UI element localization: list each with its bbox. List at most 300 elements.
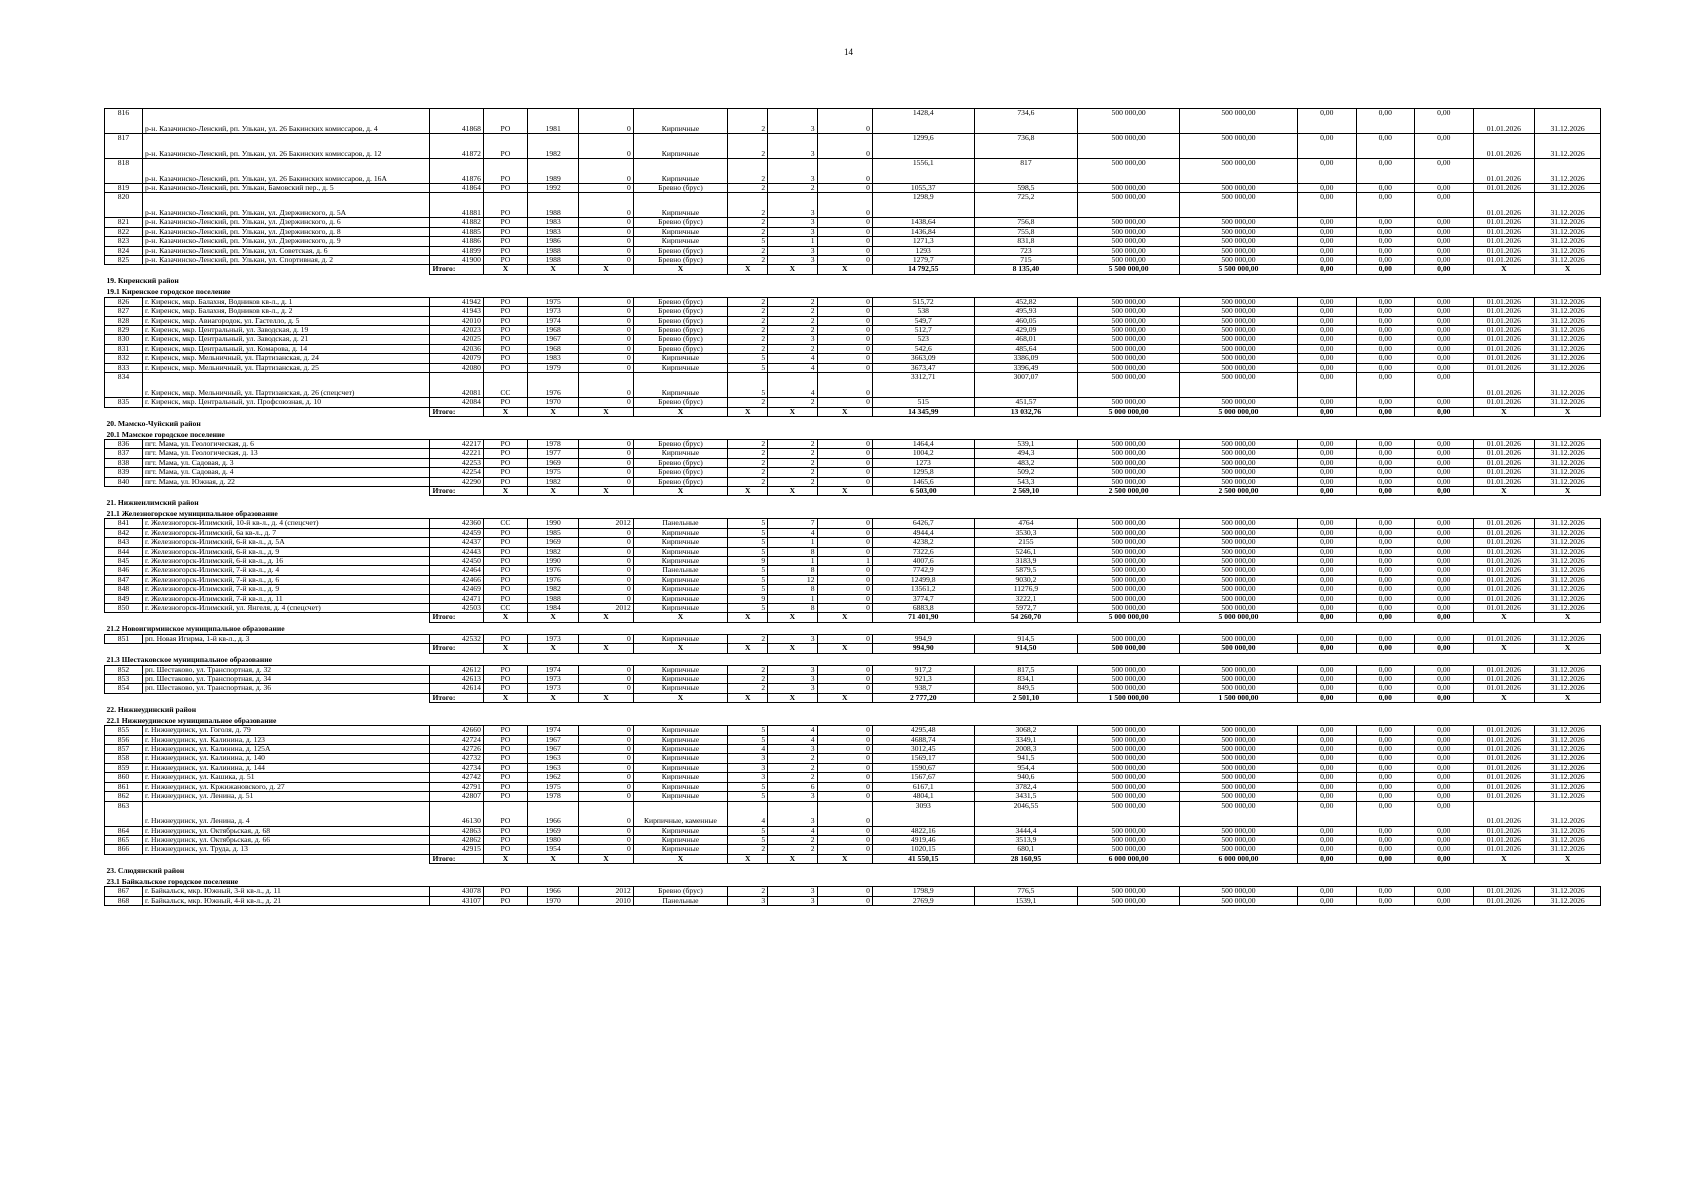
cell-address: г. Нижнеудинск, ул. Калинина, д. 144 [142,763,429,772]
subtotal-label: Итого: [430,486,483,495]
cell-planned-cost: 500 000,00 [1078,675,1180,684]
cell-floors: 2 [728,316,768,325]
cell-fund-type: РО [483,363,527,372]
cell-planned-cost: 500 000,00 [1078,782,1180,791]
cell-address: г. Киренск, мкр. Балахня, Водников кв-л., д. 1 [142,297,429,306]
cell-wall-material: Бревно (брус) [633,458,727,467]
cell-total-area: 3093 [872,801,974,826]
cell-cost-total: 500 000,00 [1179,896,1297,905]
subtotal-fund-type: X [483,613,527,622]
cell-end-date: 31.12.2026 [1535,782,1601,791]
table-row [105,745,1601,754]
cell-planned-cost: 500 000,00 [1078,745,1180,754]
cell-wall-material: Бревно (брус) [633,344,727,353]
cell-cost-total: 500 000,00 [1179,665,1297,674]
cell-fund-type: РО [483,256,527,265]
cell-fund-type: РО [483,458,527,467]
cell-start-date: 01.01.2026 [1473,193,1535,218]
cell-entrances: 2 [768,458,817,467]
table-row [105,184,1601,193]
cell-cost-local: 0,00 [1415,307,1474,316]
subtotal-fund-type: X [483,644,527,653]
cell-end-date: 31.12.2026 [1535,159,1601,184]
cell-house-code: 42724 [430,735,483,744]
cell-entrances: 8 [768,585,817,594]
cell-cost-federal: 0,00 [1298,887,1357,896]
cell-cost-regional: 0,00 [1356,134,1415,159]
cell-floors: 2 [728,634,768,643]
cell-total-area: 4295,48 [872,726,974,735]
cell-fund-type: РО [483,763,527,772]
cell-planned-cost: 500 000,00 [1078,585,1180,594]
cell-row-number: 849 [105,594,143,603]
cell-wall-material: Бревно (брус) [633,335,727,344]
cell-cost-regional: 0,00 [1356,468,1415,477]
cell-total-area: 1465,6 [872,477,974,486]
cell-fund-type: РО [483,735,527,744]
cell-house-code: 42023 [430,326,483,335]
page-number: 14 [844,47,853,57]
cell-fund-type: РО [483,845,527,854]
cell-cost-federal: 0,00 [1298,547,1357,556]
cell-build-year: 1973 [528,307,579,316]
cell-end-date: 31.12.2026 [1535,845,1601,854]
cell-cost-federal: 0,00 [1298,326,1357,335]
subtotal-total-area: 14 792,55 [872,265,974,274]
cell-elevators: 0 [817,237,872,246]
cell-elevators: 0 [817,468,872,477]
subtotal-cost-total: 2 500 000,00 [1179,486,1297,495]
cell-cost-regional: 0,00 [1356,335,1415,344]
cell-end-date: 31.12.2026 [1535,316,1601,325]
cell-floors: 2 [728,297,768,306]
cell-end-date: 31.12.2026 [1535,528,1601,537]
cell-renovation-year: 0 [579,237,633,246]
subtotal-row [105,265,1601,274]
section-heading-row [105,496,1601,508]
cell-cost-regional: 0,00 [1356,585,1415,594]
cell-wall-material: Кирпичные [633,538,727,547]
cell-row-number: 822 [105,227,143,236]
cell-cost-regional: 0,00 [1356,218,1415,227]
cell-elevators: 0 [817,675,872,684]
cell-row-number: 866 [105,845,143,854]
cell-entrances: 6 [768,782,817,791]
cell-living-area: 509,2 [974,468,1078,477]
cell-renovation-year: 0 [579,439,633,448]
subtotal-cost-total: 6 000 000,00 [1179,854,1297,863]
cell-fund-type: РО [483,246,527,255]
cell-fund-type: РО [483,538,527,547]
cell-address: г. Железногорск-Илимский, 7-й кв-л., д. 11 [142,594,429,603]
cell-row-number: 858 [105,754,143,763]
cell-end-date: 31.12.2026 [1535,439,1601,448]
table-row [105,547,1601,556]
cell-wall-material: Кирпичные [633,109,727,134]
cell-cost-local: 0,00 [1415,782,1474,791]
cell-build-year: 1978 [528,439,579,448]
cell-house-code: 42742 [430,773,483,782]
cell-elevators: 0 [817,726,872,735]
cell-build-year: 1983 [528,218,579,227]
cell-build-year: 1974 [528,316,579,325]
cell-fund-type: РО [483,134,527,159]
section-heading-row [105,714,1601,726]
subtotal-cost-total: 1 500 000,00 [1179,693,1297,702]
cell-build-year: 1974 [528,726,579,735]
cell-wall-material: Кирпичные [633,726,727,735]
cell-floors: 2 [728,246,768,255]
cell-cost-regional: 0,00 [1356,792,1415,801]
cell-cost-local: 0,00 [1415,193,1474,218]
section-heading: 21. Нижнеилимский район [106,497,199,507]
cell-living-area: 3007,07 [974,373,1078,398]
cell-build-year: 1962 [528,773,579,782]
cell-cost-local: 0,00 [1415,363,1474,372]
subtotal-row [105,407,1601,416]
cell-planned-cost: 500 000,00 [1078,547,1180,556]
cell-fund-type: РО [483,566,527,575]
cell-elevators: 0 [817,594,872,603]
cell-cost-regional: 0,00 [1356,675,1415,684]
cell-start-date: 01.01.2026 [1473,792,1535,801]
subtotal-cost-federal: 0,00 [1298,265,1357,274]
cell-living-area: 3513,9 [974,835,1078,844]
cell-address: г. Нижнеудинск, ул. Кашика, д. 51 [142,773,429,782]
cell-row-number: 865 [105,835,143,844]
cell-living-area: 11276,9 [974,585,1078,594]
cell-cost-regional: 0,00 [1356,477,1415,486]
cell-address: г. Киренск, мкр. Центральный, ул. Профсоюзная, д. 10 [142,398,429,407]
table-row [105,458,1601,467]
cell-cost-federal: 0,00 [1298,344,1357,353]
cell-fund-type: РО [483,449,527,458]
cell-total-area: 6426,7 [872,519,974,528]
cell-wall-material: Бревно (брус) [633,326,727,335]
cell-cost-local: 0,00 [1415,754,1474,763]
cell-build-year: 1973 [528,684,579,693]
cell-renovation-year: 0 [579,684,633,693]
cell-fund-type: РО [483,297,527,306]
cell-cost-local: 0,00 [1415,134,1474,159]
cell-end-date: 31.12.2026 [1535,835,1601,844]
cell-end-date: 31.12.2026 [1535,246,1601,255]
cell-row-number: 840 [105,477,143,486]
cell-fund-type: РО [483,801,527,826]
subtotal-entrances: X [768,854,817,863]
table-row [105,519,1601,528]
cell-cost-federal: 0,00 [1298,782,1357,791]
cell-cost-regional: 0,00 [1356,604,1415,613]
cell-living-area: 5246,1 [974,547,1078,556]
cell-wall-material: Кирпичные [633,634,727,643]
subtotal-entrances: X [768,407,817,416]
cell-house-code: 42863 [430,826,483,835]
cell-cost-regional: 0,00 [1356,256,1415,265]
cell-cost-regional: 0,00 [1356,363,1415,372]
table-row [105,363,1601,372]
cell-planned-cost: 500 000,00 [1078,845,1180,854]
cell-total-area: 542,6 [872,344,974,353]
cell-cost-regional: 0,00 [1356,354,1415,363]
cell-elevators: 0 [817,896,872,905]
cell-end-date: 31.12.2026 [1535,675,1601,684]
cell-floors: 2 [728,184,768,193]
cell-address: рп. Шестаково, ул. Транспортная, д. 34 [142,675,429,684]
cell-elevators: 0 [817,801,872,826]
cell-build-year: 1967 [528,745,579,754]
cell-living-area: 494,3 [974,449,1078,458]
cell-end-date: 31.12.2026 [1535,335,1601,344]
cell-row-number: 823 [105,237,143,246]
cell-entrances: 8 [768,566,817,575]
cell-entrances: 3 [768,665,817,674]
cell-cost-regional: 0,00 [1356,745,1415,754]
cell-fund-type: РО [483,237,527,246]
cell-cost-federal: 0,00 [1298,227,1357,236]
cell-planned-cost: 500 000,00 [1078,335,1180,344]
cell-end-date: 31.12.2026 [1535,227,1601,236]
cell-row-number: 827 [105,307,143,316]
cell-row-number: 860 [105,773,143,782]
cell-cost-local: 0,00 [1415,218,1474,227]
cell-fund-type: РО [483,227,527,236]
cell-total-area: 12499,8 [872,575,974,584]
subtotal-planned-cost: 2 500 000,00 [1078,486,1180,495]
subtotal-fund-type: X [483,693,527,702]
cell-start-date: 01.01.2026 [1473,726,1535,735]
cell-address: г. Киренск, мкр. Центральный, ул. Заводская, д. 19 [142,326,429,335]
cell-entrances: 3 [768,134,817,159]
cell-wall-material: Кирпичные [633,604,727,613]
cell-renovation-year: 0 [579,801,633,826]
cell-row-number: 831 [105,344,143,353]
cell-cost-total: 500 000,00 [1179,585,1297,594]
cell-address: г. Железногорск-Илимский, 6-й кв-л., д. 9 [142,547,429,556]
cell-address: г. Нижнеудинск, ул. Гоголя, д. 79 [142,726,429,735]
cell-renovation-year: 2012 [579,519,633,528]
cell-start-date: 01.01.2026 [1473,675,1535,684]
cell-end-date: 31.12.2026 [1535,237,1601,246]
cell-entrances: 4 [768,363,817,372]
cell-cost-local: 0,00 [1415,792,1474,801]
cell-start-date: 01.01.2026 [1473,344,1535,353]
cell-cost-local: 0,00 [1415,468,1474,477]
section-heading-row [105,416,1601,428]
cell-living-area: 429,09 [974,326,1078,335]
cell-start-date: 01.01.2026 [1473,634,1535,643]
cell-cost-local: 0,00 [1415,109,1474,134]
subtotal-wall-material: X [633,407,727,416]
cell-total-area: 4944,4 [872,528,974,537]
cell-end-date: 31.12.2026 [1535,256,1601,265]
cell-elevators: 0 [817,519,872,528]
cell-total-area: 3663,09 [872,354,974,363]
cell-row-number: 853 [105,675,143,684]
cell-elevators: 0 [817,449,872,458]
cell-total-area: 917,2 [872,665,974,674]
cell-address: г. Киренск, мкр. Балахня, Водников кв-л., д. 2 [142,307,429,316]
cell-cost-federal: 0,00 [1298,594,1357,603]
subtotal-entrances: X [768,644,817,653]
cell-floors: 5 [728,726,768,735]
subtotal-cost-local: 0,00 [1415,644,1474,653]
cell-end-date: 31.12.2026 [1535,763,1601,772]
cell-wall-material: Кирпичные, каменные [633,801,727,826]
cell-total-area: 1295,8 [872,468,974,477]
subtotal-living-area: 13 032,76 [974,407,1078,416]
cell-planned-cost: 500 000,00 [1078,159,1180,184]
cell-living-area: 1539,1 [974,896,1078,905]
cell-wall-material: Кирпичные [633,826,727,835]
table-row [105,754,1601,763]
cell-cost-regional: 0,00 [1356,109,1415,134]
cell-entrances: 8 [768,604,817,613]
cell-address: г. Байкальск, мкр. Южный, 3-й кв-л., д. 11 [142,887,429,896]
cell-cost-federal: 0,00 [1298,519,1357,528]
cell-address: г. Железногорск-Илимский, 10-й кв-л., д. 4 (спецсчет) [142,519,429,528]
cell-row-number: 851 [105,634,143,643]
cell-build-year: 1986 [528,237,579,246]
subtotal-renovation-year: X [579,854,633,863]
cell-planned-cost: 500 000,00 [1078,896,1180,905]
cell-elevators: 0 [817,566,872,575]
cell-floors: 2 [728,218,768,227]
cell-cost-local: 0,00 [1415,763,1474,772]
cell-start-date: 01.01.2026 [1473,896,1535,905]
cell-address: р-н. Казачинско-Ленский, рп. Улькан, ул. Дзержинского, д. 8 [142,227,429,236]
cell-elevators: 0 [817,326,872,335]
table-row [105,887,1601,896]
cell-build-year: 1967 [528,735,579,744]
cell-total-area: 4804,1 [872,792,974,801]
cell-build-year: 1983 [528,354,579,363]
cell-build-year: 1975 [528,468,579,477]
cell-house-code: 42726 [430,745,483,754]
cell-fund-type: РО [483,684,527,693]
cell-cost-total: 500 000,00 [1179,326,1297,335]
cell-elevators: 0 [817,398,872,407]
cell-floors: 3 [728,896,768,905]
cell-end-date: 31.12.2026 [1535,538,1601,547]
table-row [105,585,1601,594]
cell-floors: 5 [728,792,768,801]
cell-start-date: 01.01.2026 [1473,477,1535,486]
cell-entrances: 3 [768,256,817,265]
cell-living-area: 849,5 [974,684,1078,693]
cell-cost-local: 0,00 [1415,256,1474,265]
cell-build-year: 1979 [528,363,579,372]
cell-entrances: 2 [768,398,817,407]
section-heading-row [105,507,1601,519]
table-row [105,449,1601,458]
table-row [105,792,1601,801]
cell-elevators: 0 [817,604,872,613]
subtotal-start-date: X [1473,407,1535,416]
cell-living-area: 776,5 [974,887,1078,896]
section-heading-row [105,875,1601,887]
cell-build-year: 1981 [528,109,579,134]
cell-start-date: 01.01.2026 [1473,556,1535,565]
cell-planned-cost: 500 000,00 [1078,684,1180,693]
cell-floors: 2 [728,449,768,458]
cell-wall-material: Кирпичные [633,675,727,684]
cell-row-number: 850 [105,604,143,613]
cell-entrances: 3 [768,218,817,227]
cell-end-date: 31.12.2026 [1535,547,1601,556]
cell-planned-cost: 500 000,00 [1078,297,1180,306]
cell-entrances: 3 [768,335,817,344]
cell-entrances: 4 [768,726,817,735]
section-heading-row [105,274,1601,286]
table-row [105,307,1601,316]
cell-house-code: 42450 [430,556,483,565]
cell-fund-type: РО [483,754,527,763]
cell-build-year: 1970 [528,398,579,407]
cell-floors: 2 [728,887,768,896]
cell-cost-local: 0,00 [1415,184,1474,193]
section-heading: 23. Слюдянский район [106,865,185,875]
cell-living-area: 3782,4 [974,782,1078,791]
cell-house-code: 42612 [430,665,483,674]
cell-wall-material: Кирпичные [633,354,727,363]
cell-planned-cost: 500 000,00 [1078,373,1180,398]
cell-build-year: 1969 [528,826,579,835]
cell-cost-federal: 0,00 [1298,684,1357,693]
cell-renovation-year: 0 [579,227,633,236]
cell-address: р-н. Казачинско-Ленский, рп. Улькан, ул. 26 Бакинских комиссаров, д. 4 [142,109,429,134]
cell-build-year: 1976 [528,566,579,575]
subtotal-renovation-year: X [579,613,633,622]
table-row [105,256,1601,265]
subtotal-cost-federal: 0,00 [1298,693,1357,702]
cell-cost-regional: 0,00 [1356,835,1415,844]
subtotal-cost-regional: 0,00 [1356,265,1415,274]
cell-house-code: 41885 [430,227,483,236]
cell-end-date: 31.12.2026 [1535,109,1601,134]
cell-cost-regional: 0,00 [1356,458,1415,467]
cell-start-date: 01.01.2026 [1473,134,1535,159]
table-row [105,735,1601,744]
cell-wall-material: Бревно (брус) [633,297,727,306]
cell-build-year: 1966 [528,801,579,826]
cell-end-date: 31.12.2026 [1535,134,1601,159]
cell-address: р-н. Казачинско-Ленский, рп. Улькан, ул. Спортивная, д. 2 [142,256,429,265]
cell-wall-material: Кирпичные [633,547,727,556]
cell-cost-regional: 0,00 [1356,449,1415,458]
cell-cost-local: 0,00 [1415,547,1474,556]
cell-cost-local: 0,00 [1415,528,1474,537]
subtotal-planned-cost: 6 000 000,00 [1078,854,1180,863]
subtotal-fund-type: X [483,486,527,495]
cell-house-code: 42290 [430,477,483,486]
cell-start-date: 01.01.2026 [1473,335,1535,344]
cell-living-area: 4764 [974,519,1078,528]
cell-cost-federal: 0,00 [1298,726,1357,735]
cell-cost-federal: 0,00 [1298,398,1357,407]
cell-entrances: 3 [768,159,817,184]
cell-floors: 5 [728,354,768,363]
cell-build-year: 1973 [528,634,579,643]
cell-entrances: 3 [768,246,817,255]
cell-wall-material: Бревно (брус) [633,398,727,407]
section-heading: 20. Мамско-Чуйский район [106,418,201,428]
cell-end-date: 31.12.2026 [1535,363,1601,372]
cell-cost-federal: 0,00 [1298,754,1357,763]
cell-elevators: 0 [817,538,872,547]
cell-address: г. Железногорск-Илимский, 6-й кв-л., д. 16 [142,556,429,565]
cell-living-area: 495,93 [974,307,1078,316]
